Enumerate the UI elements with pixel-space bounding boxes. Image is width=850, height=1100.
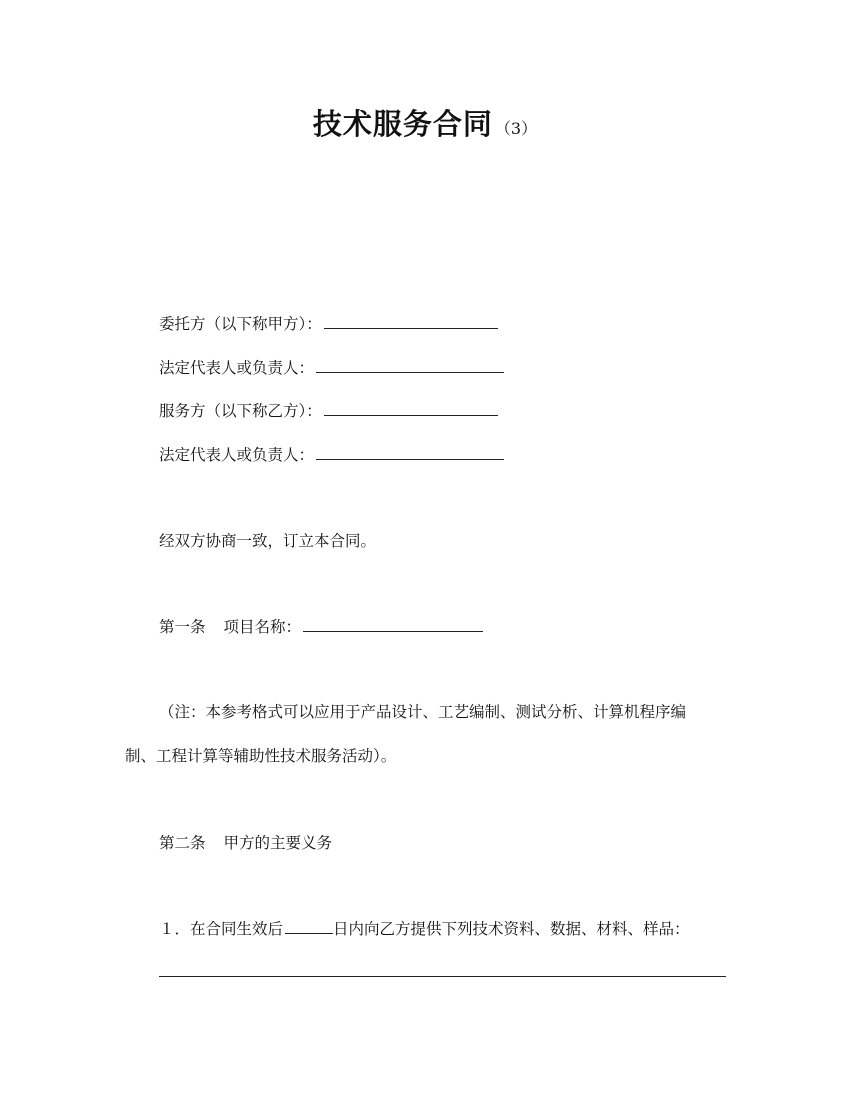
party-client-label: 委托方（以下称甲方）： [159, 315, 322, 333]
client-representative-line [159, 356, 504, 378]
party-provider-line [159, 399, 498, 421]
party-client-blank[interactable] [324, 312, 498, 329]
party-provider-label: 服务方（以下称乙方）： [159, 402, 322, 420]
clause-1-number: １． [159, 920, 191, 938]
article-2-line [159, 831, 332, 853]
article-1-number: 第一条 [159, 618, 206, 636]
note-line-2: 制、工程计算等辅助性技术服务活动）。 [125, 747, 397, 765]
materials-fill-line[interactable] [159, 976, 726, 977]
provider-representative-blank[interactable] [316, 443, 504, 460]
clause-1-days-blank[interactable] [285, 917, 333, 934]
article-2-label: 甲方的主要义务 [223, 834, 333, 852]
note-line-1: （注：本参考格式可以应用于产品设计、工艺编制、测试分析、计算机程序编 [159, 703, 687, 721]
title-main: 技术服务合同 [312, 107, 493, 141]
article-1-label: 项目名称： [223, 618, 302, 636]
provider-representative-label: 法定代表人或负责人： [159, 446, 315, 464]
article-1-line [159, 615, 483, 637]
agreement-statement: 经双方协商一致，订立本合同。 [159, 532, 377, 550]
document-title [0, 102, 850, 143]
project-name-blank[interactable] [303, 615, 483, 632]
clause-1-suffix: 日内向乙方提供下列技术资料、数据、材料、样品： [333, 920, 690, 938]
client-representative-label: 法定代表人或负责人： [159, 359, 315, 377]
provider-representative-line [159, 443, 504, 465]
party-provider-blank[interactable] [324, 399, 498, 416]
article-2-number: 第二条 [159, 834, 206, 852]
title-suffix: （3） [494, 119, 538, 138]
clause-1-prefix: 在合同生效后 [190, 920, 284, 938]
party-client-line [159, 312, 498, 334]
client-representative-blank[interactable] [316, 356, 504, 373]
clause-1-line [159, 917, 690, 939]
